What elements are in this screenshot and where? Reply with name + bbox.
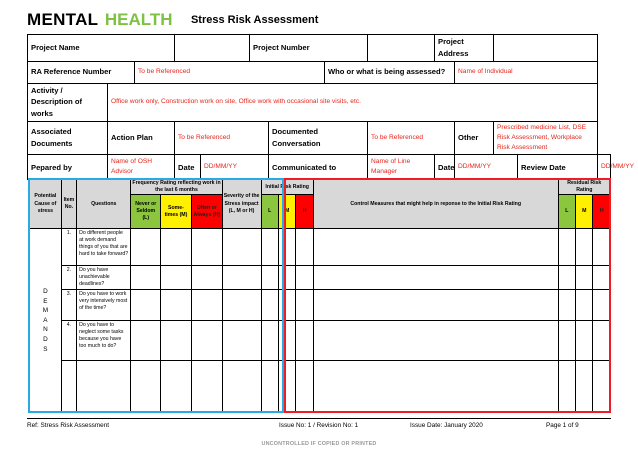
section-letter: D bbox=[43, 287, 48, 295]
empty-cell bbox=[558, 361, 575, 413]
residual-h-cell[interactable] bbox=[593, 229, 611, 266]
assessed-value[interactable]: Name of Individual bbox=[455, 61, 598, 83]
ra-reference-value[interactable]: To be Referenced bbox=[135, 61, 325, 83]
empty-cell bbox=[222, 361, 261, 413]
project-name-label: Project Name bbox=[28, 35, 175, 62]
initial-h-cell[interactable] bbox=[296, 229, 313, 266]
initial-risk-header: Initial Risk Rating bbox=[261, 180, 313, 195]
demands-section-label bbox=[30, 229, 62, 413]
other-value[interactable]: Prescribed medicine List, DSE Risk Assessment, Workplace Risk Assessment bbox=[494, 121, 598, 155]
freq-sometimes-cell[interactable] bbox=[161, 229, 192, 266]
table-row bbox=[30, 321, 611, 361]
communicated-to-label: Communicated to bbox=[269, 155, 368, 180]
residual-l-cell[interactable] bbox=[558, 321, 575, 361]
empty-cell bbox=[278, 361, 295, 413]
severity-cell[interactable] bbox=[222, 321, 261, 361]
table-row bbox=[30, 229, 611, 266]
empty-cell bbox=[576, 361, 593, 413]
residual-l-cell[interactable] bbox=[558, 266, 575, 290]
initial-risk-medium-header: M bbox=[278, 195, 295, 229]
question-text: Do you have to work very intensively most of the time? bbox=[77, 290, 131, 321]
initial-m-cell[interactable] bbox=[278, 229, 295, 266]
residual-h-cell[interactable] bbox=[593, 290, 611, 321]
communicated-to-value[interactable]: Name of Line Manager bbox=[368, 155, 435, 180]
initial-l-cell[interactable] bbox=[261, 229, 278, 266]
item-no-header: Item No. bbox=[61, 180, 76, 229]
project-address-label: Project Address bbox=[435, 35, 494, 62]
footer-reference: Ref: Stress Risk Assessment bbox=[27, 422, 110, 429]
control-measures-cell[interactable] bbox=[313, 229, 558, 266]
uncontrolled-notice: UNCONTROLLED IF COPIED OR PRINTED bbox=[261, 441, 377, 447]
residual-h-cell[interactable] bbox=[593, 321, 611, 361]
item-number: 4. bbox=[61, 321, 76, 361]
empty-cell bbox=[131, 361, 161, 413]
residual-l-cell[interactable] bbox=[558, 229, 575, 266]
severity-cell[interactable] bbox=[222, 266, 261, 290]
freq-sometimes-header: Some-times (M) bbox=[161, 195, 192, 229]
question-text: Do different people at work demand things of you that are hard to take forward? bbox=[77, 229, 131, 266]
empty-cell bbox=[61, 361, 76, 413]
freq-often-cell[interactable] bbox=[191, 266, 222, 290]
other-label: Other bbox=[455, 121, 494, 155]
documented-conversation-value[interactable]: To be Referenced bbox=[368, 121, 455, 155]
freq-never-cell[interactable] bbox=[131, 321, 161, 361]
questions-header: Questions bbox=[77, 180, 131, 229]
footer-page-number: Page 1 of 9 bbox=[546, 422, 579, 429]
residual-m-cell[interactable] bbox=[576, 266, 593, 290]
severity-cell[interactable] bbox=[222, 229, 261, 266]
control-measures-header: Control Measures that might help in reponse to the Initial Risk Rating bbox=[313, 180, 558, 229]
residual-risk-medium-header: M bbox=[576, 195, 593, 229]
review-date-value[interactable]: DD/MM/YY bbox=[598, 155, 611, 180]
residual-h-cell[interactable] bbox=[593, 266, 611, 290]
project-name-field[interactable] bbox=[175, 35, 250, 62]
initial-h-cell[interactable] bbox=[296, 290, 313, 321]
review-date-label: Review Date bbox=[518, 155, 598, 180]
table-row bbox=[30, 361, 611, 413]
freq-often-cell[interactable] bbox=[191, 321, 222, 361]
residual-l-cell[interactable] bbox=[558, 290, 575, 321]
control-measures-cell[interactable] bbox=[313, 321, 558, 361]
initial-l-cell[interactable] bbox=[261, 266, 278, 290]
empty-cell bbox=[191, 361, 222, 413]
project-number-label: Project Number bbox=[250, 35, 368, 62]
severity-cell[interactable] bbox=[222, 290, 261, 321]
section-letter: N bbox=[43, 326, 48, 334]
freq-often-cell[interactable] bbox=[191, 229, 222, 266]
section-letter: S bbox=[43, 345, 48, 353]
initial-h-cell[interactable] bbox=[296, 321, 313, 361]
title-mental: MENTAL bbox=[27, 10, 99, 29]
date2-label: Date bbox=[435, 155, 455, 180]
footer-issue-date: Issue Date: January 2020 bbox=[410, 422, 483, 429]
item-number: 2. bbox=[61, 266, 76, 290]
frequency-rating-header: Frequency Rating reflecting work in the last 6 months bbox=[132, 180, 221, 194]
freq-never-cell[interactable] bbox=[131, 290, 161, 321]
initial-m-cell[interactable] bbox=[278, 321, 295, 361]
section-letter: D bbox=[43, 335, 48, 343]
table-row bbox=[30, 266, 611, 290]
empty-cell bbox=[296, 361, 313, 413]
ra-reference-label: RA Reference Number bbox=[28, 61, 135, 83]
initial-l-cell[interactable] bbox=[261, 321, 278, 361]
empty-cell bbox=[313, 361, 558, 413]
question-text: Do you have to neglect some tasks because you have too much to do? bbox=[77, 321, 131, 361]
date2-value[interactable]: DD/MM/YY bbox=[455, 155, 518, 180]
freq-sometimes-cell[interactable] bbox=[161, 266, 192, 290]
date-value[interactable]: DD/MM/YY bbox=[201, 155, 269, 180]
empty-cell bbox=[261, 361, 278, 413]
residual-m-cell[interactable] bbox=[576, 290, 593, 321]
prepared-by-label: Pepared by bbox=[28, 155, 108, 180]
item-number: 1. bbox=[61, 229, 76, 266]
freq-never-cell[interactable] bbox=[131, 266, 161, 290]
residual-risk-high-header: H bbox=[593, 195, 611, 229]
documented-conversation-label: Documented Conversation bbox=[269, 121, 368, 155]
control-measures-cell[interactable] bbox=[313, 290, 558, 321]
initial-risk-low-header: L bbox=[261, 195, 278, 229]
activity-label: Activity / Description of works bbox=[28, 83, 108, 121]
severity-header: Severity of the Stress impact (L, M or H) bbox=[222, 180, 261, 229]
initial-h-cell[interactable] bbox=[296, 266, 313, 290]
date-label: Date bbox=[175, 155, 201, 180]
empty-cell bbox=[593, 361, 611, 413]
residual-risk-header: Residual Risk Rating bbox=[558, 180, 610, 195]
assessment-info-table bbox=[27, 34, 635, 180]
initial-risk-high-header: H bbox=[296, 195, 313, 229]
residual-m-cell[interactable] bbox=[576, 229, 593, 266]
initial-m-cell[interactable] bbox=[278, 290, 295, 321]
empty-cell bbox=[161, 361, 192, 413]
residual-m-cell[interactable] bbox=[576, 321, 593, 361]
stress-risk-table bbox=[29, 179, 611, 413]
project-address-field[interactable] bbox=[494, 35, 598, 62]
action-plan-value[interactable]: To be Referenced bbox=[175, 121, 269, 155]
document-subtitle: Stress Risk Assessment bbox=[190, 14, 319, 26]
assessed-label: Who or what is being assessed? bbox=[325, 61, 455, 83]
residual-risk-low-header: L bbox=[558, 195, 575, 229]
project-number-field[interactable] bbox=[368, 35, 435, 62]
initial-l-cell[interactable] bbox=[261, 290, 278, 321]
freq-sometimes-cell[interactable] bbox=[161, 290, 192, 321]
associated-documents-label: Associated Documents bbox=[28, 121, 108, 155]
initial-m-cell[interactable] bbox=[278, 266, 295, 290]
freq-often-header: Often or Always (H) bbox=[191, 195, 222, 229]
freq-often-cell[interactable] bbox=[191, 290, 222, 321]
activity-value[interactable]: Office work only, Construction work on site, Office work with occasional site visits, etc. bbox=[108, 83, 598, 121]
question-text: Do you have unachievable deadlines? bbox=[77, 266, 131, 290]
item-number: 3. bbox=[61, 290, 76, 321]
action-plan-label: Action Plan bbox=[108, 121, 175, 155]
table-row bbox=[30, 290, 611, 321]
section-letter: M bbox=[42, 307, 49, 315]
footer-issue-number: Issue No: 1 / Revision No: 1 bbox=[279, 422, 359, 429]
prepared-by-value[interactable]: Name of OSH Advisor bbox=[108, 155, 175, 180]
freq-never-cell[interactable] bbox=[131, 229, 161, 266]
freq-sometimes-cell[interactable] bbox=[161, 321, 192, 361]
freq-never-header: Never or Seldom (L) bbox=[131, 195, 161, 229]
section-letter: E bbox=[43, 297, 48, 305]
control-measures-cell[interactable] bbox=[313, 266, 558, 290]
title-health: HEALTH bbox=[104, 10, 173, 29]
potential-cause-header: Potential Cause of stress bbox=[30, 180, 62, 229]
section-letter: A bbox=[43, 316, 48, 324]
document-title bbox=[27, 10, 318, 30]
footer-divider bbox=[27, 418, 611, 419]
empty-cell bbox=[77, 361, 131, 413]
